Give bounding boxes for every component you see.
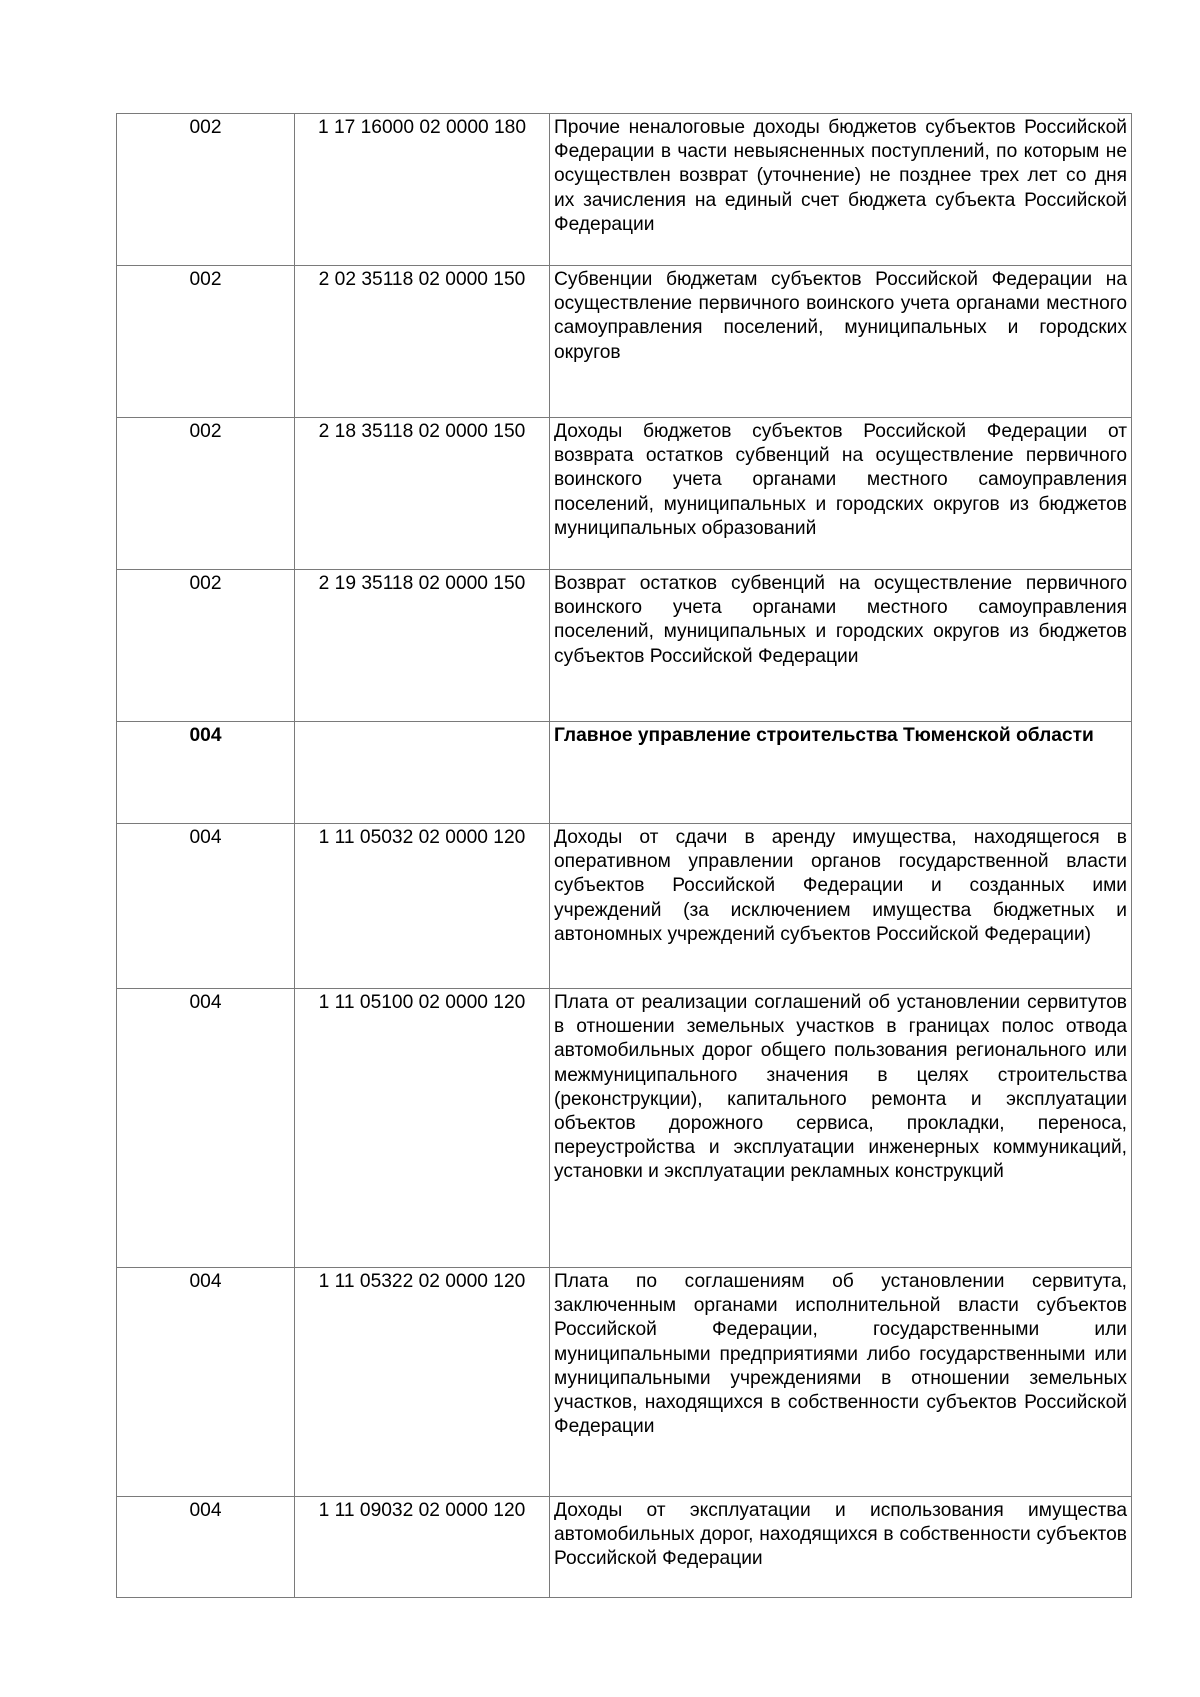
revenue-name-cell: Доходы бюджетов субъектов Российской Федерации от возврата остатков субвенций на осуществление первичного воинского учета органами местного самоуправления поселений, муниципальных и городских округов из бюджетов муниципальных образований — [550, 418, 1132, 570]
budget-code-cell: 2 18 35118 02 0000 150 — [295, 418, 550, 570]
admin-code-cell: 004 — [117, 1268, 295, 1497]
table-row — [117, 1497, 1132, 1598]
admin-code-cell: 002 — [117, 418, 295, 570]
budget-code-cell: 1 17 16000 02 0000 180 — [295, 114, 550, 266]
revenue-name-cell: Прочие неналоговые доходы бюджетов субъектов Российской Федерации в части невыясненных поступлений, по которым не осуществлен возврат (уточнение) не позднее трех лет со дня их зачисления на единый счет бюджета субъекта Российской Федерации — [550, 114, 1132, 266]
admin-code-cell: 004 — [117, 1497, 295, 1598]
budget-code-cell: 1 11 05100 02 0000 120 — [295, 989, 550, 1268]
table-row — [117, 570, 1132, 722]
revenue-name-cell: Плата по соглашениям об установлении сервитута, заключенным органами исполнительной власти субъектов Российской Федерации, государственными или муниципальными предприятиями либо государственными или муниципальными учреждениями в отношении земельных участков, находящихся в собственности субъектов Российской Федерации — [550, 1268, 1132, 1497]
budget-code-cell: 2 19 35118 02 0000 150 — [295, 570, 550, 722]
table-row — [117, 418, 1132, 570]
admin-code-cell: 004 — [117, 722, 295, 824]
table-row — [117, 266, 1132, 418]
admin-code-cell: 002 — [117, 570, 295, 722]
budget-code-cell: 1 11 05032 02 0000 120 — [295, 824, 550, 989]
revenue-name-cell: Возврат остатков субвенций на осуществление первичного воинского учета органами местного самоуправления поселений, муниципальных и городских округов из бюджетов субъектов Российской Федерации — [550, 570, 1132, 722]
table-row — [117, 989, 1132, 1268]
budget-code-cell — [295, 722, 550, 824]
table-row — [117, 1268, 1132, 1497]
administrator-name-cell: Главное управление строительства Тюменской области — [550, 722, 1132, 824]
revenue-codes-table — [116, 113, 1132, 1598]
revenue-name-cell: Доходы от эксплуатации и использования имущества автомобильных дорог, находящихся в собственности субъектов Российской Федерации — [550, 1497, 1132, 1598]
admin-code-cell: 002 — [117, 266, 295, 418]
budget-code-cell: 2 02 35118 02 0000 150 — [295, 266, 550, 418]
table-row-section-header — [117, 722, 1132, 824]
table-row — [117, 824, 1132, 989]
table-row — [117, 114, 1132, 266]
budget-code-cell: 1 11 05322 02 0000 120 — [295, 1268, 550, 1497]
revenue-name-cell: Плата от реализации соглашений об установлении сервитутов в отношении земельных участков в границах полос отвода автомобильных дорог общего пользования регионального или межмуниципального значения в целях строительства (реконструкции), капитального ремонта и эксплуатации объектов дорожного сервиса, прокладки, переноса, переустройства и эксплуатации инженерных коммуникаций, установки и эксплуатации рекламных конструкций — [550, 989, 1132, 1268]
admin-code-cell: 002 — [117, 114, 295, 266]
admin-code-cell: 004 — [117, 824, 295, 989]
revenue-name-cell: Субвенции бюджетам субъектов Российской Федерации на осуществление первичного воинского учета органами местного самоуправления поселений, муниципальных и городских округов — [550, 266, 1132, 418]
admin-code-cell: 004 — [117, 989, 295, 1268]
revenue-name-cell: Доходы от сдачи в аренду имущества, находящегося в оперативном управлении органов государственной власти субъектов Российской Федерации и созданных ими учреждений (за исключением имущества бюджетных и автономных учреждений субъектов Российской Федерации) — [550, 824, 1132, 989]
budget-code-cell: 1 11 09032 02 0000 120 — [295, 1497, 550, 1598]
